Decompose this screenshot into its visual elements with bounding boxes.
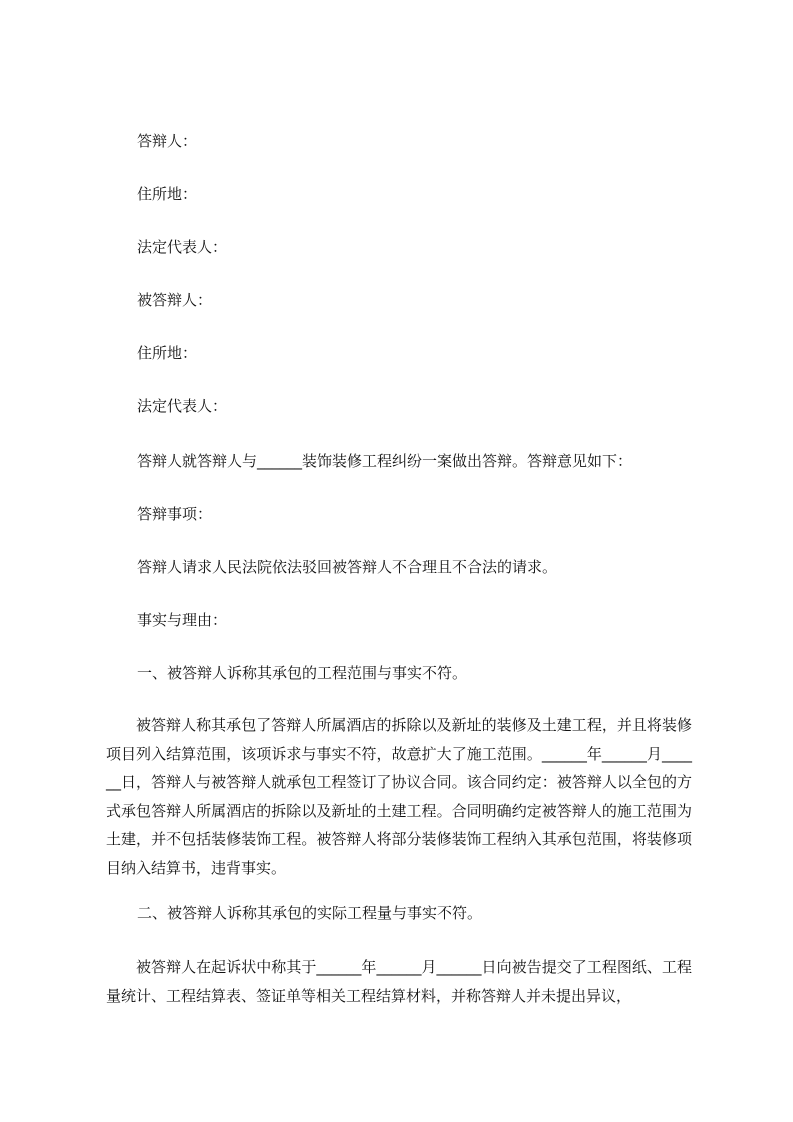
matters-heading: 答辩事项： [137,505,213,523]
defendant-line: 被答辩人： [137,291,213,309]
section-1-paragraph: 被答辩人称其承包了答辩人所属酒店的拆除以及新址的装修及土建工程，并且将装修项目列入结算范围，该项诉求与事实不符，故意扩大了施工范围。______年______月______日，答辩人与被答辩人就承包工程签订了协议合同。该合同约定：被答辩人以全包的方式承包答辩人所属酒店的拆除以及新址的土建工程。合同明确约定被答辩人的施工范围为土建，并不包括装修装饰工程。被答辩人将部分装修装饰工程纳入其承包范围，将装修项目纳入结算书，违背事实。 [106,716,692,877]
request-line: 答辩人请求人民法院依法驳回被答辩人不合理且不合法的请求。 [137,558,558,576]
respondent-legal-rep-line: 法定代表人： [137,238,228,256]
section-1-heading: 一、被答辩人诉称其承包的工程范围与事实不符。 [137,664,468,682]
defendant-legal-rep-line: 法定代表人： [137,397,228,415]
defendant-address-line: 住所地： [137,344,198,362]
respondent-address-line: 住所地： [137,185,198,203]
intro-line: 答辩人就答辩人与______装饰装修工程纠纷一案做出答辩。答辩意见如下： [137,452,633,470]
facts-heading: 事实与理由： [137,611,228,629]
section-2-paragraph: 被答辩人在起诉状中称其于______年______月______日向被告提交了工程图纸、工程量统计、工程结算表、签证单等相关工程结算材料，并称答辩人并未提出异议， [106,958,692,1005]
respondent-line: 答辩人： [137,132,198,150]
section-2-heading: 二、被答辩人诉称其承包的实际工程量与事实不符。 [137,904,483,922]
